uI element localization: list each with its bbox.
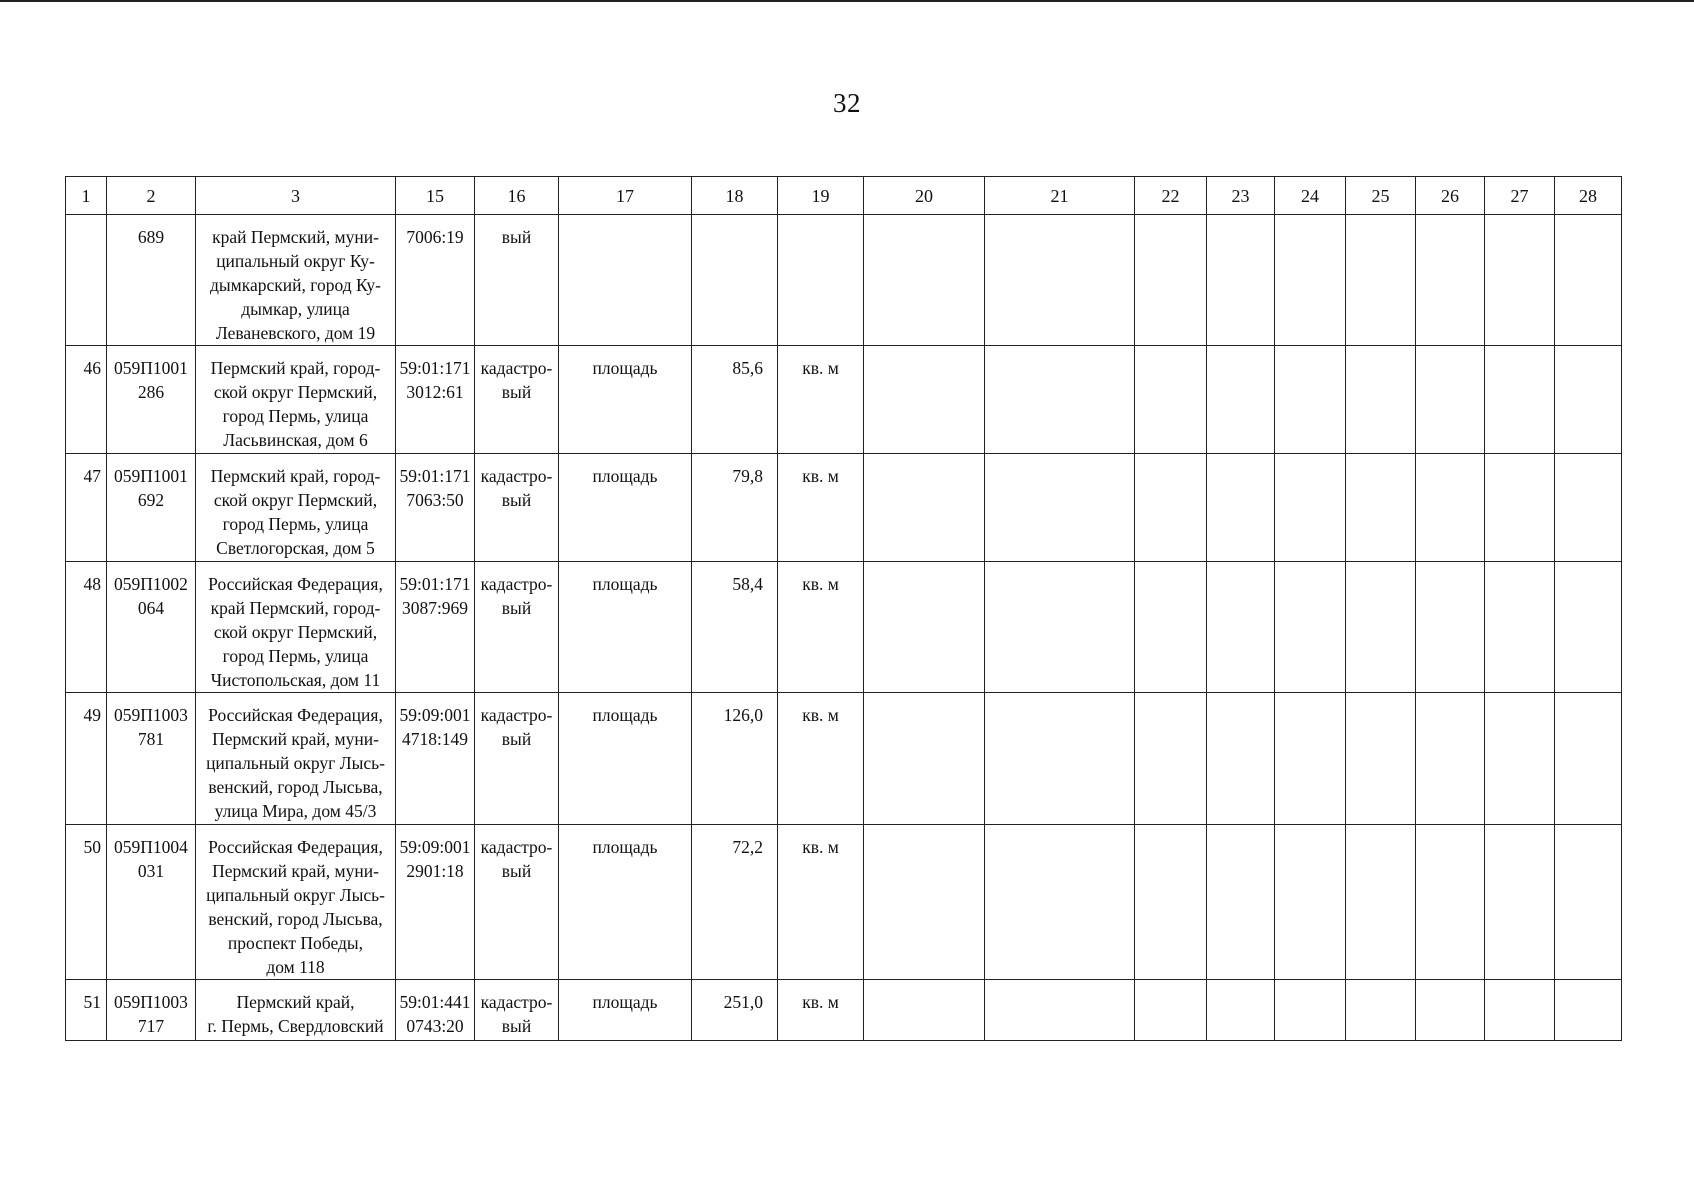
empty-cell bbox=[1555, 825, 1622, 980]
parameter-text: площадь bbox=[592, 705, 658, 725]
number-type-line: кадастро- bbox=[480, 705, 553, 725]
cadastral-line: 4718:149 bbox=[401, 729, 469, 749]
address-line: Пермский край, муни- bbox=[212, 861, 379, 881]
object-code-line: 059П1002 bbox=[114, 574, 188, 594]
address-line: Ласьвинская, дом 6 bbox=[223, 430, 368, 450]
parameter-text: площадь bbox=[592, 837, 658, 857]
value-cell bbox=[692, 562, 778, 693]
address-line: ципальный округ Лысь- bbox=[206, 753, 385, 773]
number-type-line: кадастро- bbox=[480, 574, 553, 594]
cadastral-number-cell bbox=[396, 980, 475, 1041]
number-type-cell bbox=[475, 825, 559, 980]
number-type-line: кадастро- bbox=[480, 466, 553, 486]
unit-text: кв. м bbox=[802, 574, 839, 594]
object-code-line: 286 bbox=[137, 382, 165, 402]
cadastral-number-cell bbox=[396, 454, 475, 562]
parameter-cell bbox=[559, 693, 692, 825]
parameter-text: площадь bbox=[592, 574, 658, 594]
empty-cell bbox=[1135, 562, 1207, 693]
number-type-line: вый bbox=[501, 227, 532, 247]
empty-cell bbox=[1485, 980, 1555, 1041]
address-cell bbox=[196, 454, 396, 562]
column-header: 26 bbox=[1416, 177, 1485, 215]
cadastral-line: 59:09:001 bbox=[399, 837, 471, 857]
empty-cell bbox=[1346, 693, 1416, 825]
number-type-cell bbox=[475, 980, 559, 1041]
address-cell bbox=[196, 980, 396, 1041]
column-header: 1 bbox=[66, 177, 107, 215]
empty-cell bbox=[1555, 346, 1622, 454]
unit-text: кв. м bbox=[802, 837, 839, 857]
column-header: 23 bbox=[1207, 177, 1275, 215]
empty-cell bbox=[1416, 215, 1485, 346]
empty-cell bbox=[1416, 693, 1485, 825]
empty-cell bbox=[1207, 693, 1275, 825]
parameter-text: площадь bbox=[592, 466, 658, 486]
object-code-line: 781 bbox=[137, 729, 165, 749]
table-row bbox=[66, 215, 1622, 346]
address-line: ской округ Пермский, bbox=[213, 382, 378, 402]
object-code-line: 031 bbox=[137, 861, 165, 881]
empty-cell bbox=[1207, 454, 1275, 562]
number-type-cell bbox=[475, 215, 559, 346]
value-cell bbox=[692, 693, 778, 825]
value-text bbox=[692, 215, 777, 225]
empty-cell bbox=[985, 980, 1135, 1041]
empty-cell bbox=[1275, 454, 1346, 562]
unit-cell bbox=[778, 215, 864, 346]
empty-cell bbox=[1275, 562, 1346, 693]
empty-cell bbox=[864, 980, 985, 1041]
empty-cell bbox=[1135, 346, 1207, 454]
cadastral-line: 3012:61 bbox=[406, 382, 464, 402]
address-line: дымкарский, город Ку- bbox=[210, 275, 381, 295]
page-number: 32 bbox=[833, 88, 861, 118]
unit-cell bbox=[778, 562, 864, 693]
number-type-line: кадастро- bbox=[480, 992, 553, 1012]
object-code-cell bbox=[107, 346, 196, 454]
address-line: дом 118 bbox=[266, 957, 325, 977]
value-text: 85,6 bbox=[732, 358, 763, 378]
empty-cell bbox=[1346, 980, 1416, 1041]
cadastral-line: 7063:50 bbox=[406, 490, 464, 510]
empty-cell bbox=[1207, 215, 1275, 346]
column-header: 15 bbox=[396, 177, 475, 215]
empty-cell bbox=[1135, 980, 1207, 1041]
object-code-line: 064 bbox=[137, 598, 165, 618]
row-number-cell bbox=[66, 825, 107, 980]
object-code-line: 059П1001 bbox=[114, 466, 188, 486]
unit-cell bbox=[778, 693, 864, 825]
address-line: край Пермский, город- bbox=[210, 598, 381, 618]
address-line: ципальный округ Лысь- bbox=[206, 885, 385, 905]
value-text: 58,4 bbox=[732, 574, 763, 594]
value-cell bbox=[692, 454, 778, 562]
parameter-cell bbox=[559, 825, 692, 980]
empty-cell bbox=[864, 346, 985, 454]
address-line: венский, город Лысьва, bbox=[208, 909, 383, 929]
object-code-cell bbox=[107, 215, 196, 346]
row-number: 50 bbox=[83, 837, 101, 857]
empty-cell bbox=[1275, 215, 1346, 346]
column-header: 3 bbox=[196, 177, 396, 215]
empty-cell bbox=[1275, 693, 1346, 825]
empty-cell bbox=[1346, 825, 1416, 980]
address-line: Пермский край, город- bbox=[210, 358, 381, 378]
cadastral-number-cell bbox=[396, 825, 475, 980]
number-type-line: вый bbox=[501, 382, 532, 402]
empty-cell bbox=[864, 215, 985, 346]
unit-cell bbox=[778, 980, 864, 1041]
object-code-line: 692 bbox=[137, 490, 165, 510]
address-line: город Пермь, улица bbox=[222, 514, 369, 534]
empty-cell bbox=[1207, 980, 1275, 1041]
number-type-cell bbox=[475, 693, 559, 825]
number-type-line: вый bbox=[501, 598, 532, 618]
page-top-edge bbox=[0, 0, 1694, 2]
empty-cell bbox=[1555, 454, 1622, 562]
empty-cell bbox=[1275, 825, 1346, 980]
empty-cell bbox=[1346, 346, 1416, 454]
empty-cell bbox=[1207, 562, 1275, 693]
value-cell bbox=[692, 980, 778, 1041]
empty-cell bbox=[1135, 693, 1207, 825]
value-cell bbox=[692, 215, 778, 346]
value-text: 251,0 bbox=[723, 992, 763, 1012]
address-line: ципальный округ Ку- bbox=[216, 251, 375, 271]
address-line: Светлогорская, дом 5 bbox=[216, 538, 375, 558]
unit-text: кв. м bbox=[802, 466, 839, 486]
empty-cell bbox=[1555, 562, 1622, 693]
empty-cell bbox=[985, 562, 1135, 693]
cadastral-line: 3087:969 bbox=[401, 598, 469, 618]
object-code-line: 059П1004 bbox=[114, 837, 188, 857]
cadastral-number-cell bbox=[396, 215, 475, 346]
row-number-cell bbox=[66, 562, 107, 693]
empty-cell bbox=[1416, 454, 1485, 562]
unit-text: кв. м bbox=[802, 992, 839, 1012]
object-code-cell bbox=[107, 825, 196, 980]
row-number-cell bbox=[66, 693, 107, 825]
empty-cell bbox=[864, 454, 985, 562]
table-row bbox=[66, 693, 1622, 825]
cadastral-line: 7006:19 bbox=[406, 227, 464, 247]
column-header: 16 bbox=[475, 177, 559, 215]
parameter-cell bbox=[559, 346, 692, 454]
cadastral-line: 59:01:171 bbox=[399, 358, 471, 378]
value-text: 79,8 bbox=[732, 466, 763, 486]
empty-cell bbox=[1555, 693, 1622, 825]
table-row bbox=[66, 454, 1622, 562]
address-cell bbox=[196, 825, 396, 980]
address-line: венский, город Лысьва, bbox=[208, 777, 383, 797]
empty-cell bbox=[1485, 454, 1555, 562]
address-line: проспект Победы, bbox=[227, 933, 364, 953]
address-line: улица Мира, дом 45/3 bbox=[214, 801, 377, 821]
registry-table bbox=[65, 176, 1622, 1041]
column-header: 24 bbox=[1275, 177, 1346, 215]
row-number bbox=[66, 215, 106, 225]
object-code-line: 059П1003 bbox=[114, 992, 188, 1012]
parameter-cell bbox=[559, 454, 692, 562]
empty-cell bbox=[1485, 825, 1555, 980]
column-header: 20 bbox=[864, 177, 985, 215]
cadastral-number-cell bbox=[396, 346, 475, 454]
address-line: Чистопольская, дом 11 bbox=[210, 670, 381, 690]
object-code-line: 689 bbox=[137, 227, 165, 247]
address-line: город Пермь, улица bbox=[222, 646, 369, 666]
column-header: 18 bbox=[692, 177, 778, 215]
empty-cell bbox=[864, 562, 985, 693]
value-text: 72,2 bbox=[732, 837, 763, 857]
cadastral-line: 59:01:441 bbox=[399, 992, 471, 1012]
unit-text: кв. м bbox=[802, 705, 839, 725]
address-line: Леваневского, дом 19 bbox=[215, 323, 376, 343]
empty-cell bbox=[1555, 215, 1622, 346]
address-line: дымкар, улица bbox=[241, 299, 350, 319]
empty-cell bbox=[1346, 454, 1416, 562]
address-line: г. Пермь, Свердловский bbox=[207, 1016, 384, 1036]
number-type-cell bbox=[475, 346, 559, 454]
unit-cell bbox=[778, 346, 864, 454]
address-cell bbox=[196, 693, 396, 825]
number-type-cell bbox=[475, 454, 559, 562]
column-header: 19 bbox=[778, 177, 864, 215]
unit-text: кв. м bbox=[802, 358, 839, 378]
empty-cell bbox=[1207, 346, 1275, 454]
row-number: 49 bbox=[83, 705, 101, 725]
row-number-cell bbox=[66, 980, 107, 1041]
empty-cell bbox=[864, 825, 985, 980]
row-number: 51 bbox=[83, 992, 101, 1012]
empty-cell bbox=[1485, 693, 1555, 825]
empty-cell bbox=[1485, 346, 1555, 454]
column-header: 21 bbox=[985, 177, 1135, 215]
column-header: 27 bbox=[1485, 177, 1555, 215]
empty-cell bbox=[1135, 825, 1207, 980]
parameter-cell bbox=[559, 215, 692, 346]
cadastral-line: 59:01:171 bbox=[399, 466, 471, 486]
address-line: Российская Федерация, bbox=[208, 837, 383, 857]
cadastral-line: 59:09:001 bbox=[399, 705, 471, 725]
empty-cell bbox=[985, 215, 1135, 346]
address-line: край Пермский, муни- bbox=[212, 227, 379, 247]
empty-cell bbox=[1346, 562, 1416, 693]
empty-cell bbox=[1275, 980, 1346, 1041]
number-type-line: вый bbox=[501, 729, 532, 749]
address-cell bbox=[196, 562, 396, 693]
empty-cell bbox=[985, 693, 1135, 825]
empty-cell bbox=[985, 825, 1135, 980]
empty-cell bbox=[1485, 562, 1555, 693]
empty-cell bbox=[1416, 562, 1485, 693]
parameter-text: площадь bbox=[592, 358, 658, 378]
address-line: город Пермь, улица bbox=[222, 406, 369, 426]
column-header: 28 bbox=[1555, 177, 1622, 215]
object-code-line: 059П1001 bbox=[114, 358, 188, 378]
unit-cell bbox=[778, 454, 864, 562]
object-code-line: 717 bbox=[137, 1016, 165, 1036]
cadastral-number-cell bbox=[396, 693, 475, 825]
table-row bbox=[66, 825, 1622, 980]
empty-cell bbox=[1207, 825, 1275, 980]
empty-cell bbox=[1485, 215, 1555, 346]
number-type-line: вый bbox=[501, 1016, 532, 1036]
address-line: Пермский край, муни- bbox=[212, 729, 379, 749]
row-number: 46 bbox=[83, 358, 101, 378]
address-cell bbox=[196, 346, 396, 454]
parameter-text: площадь bbox=[592, 992, 658, 1012]
row-number: 47 bbox=[83, 466, 101, 486]
table-row bbox=[66, 346, 1622, 454]
object-code-line: 059П1003 bbox=[114, 705, 188, 725]
address-line: Пермский край, bbox=[236, 992, 355, 1012]
number-type-line: вый bbox=[501, 490, 532, 510]
value-text: 126,0 bbox=[723, 705, 763, 725]
empty-cell bbox=[1135, 454, 1207, 562]
row-number-cell bbox=[66, 454, 107, 562]
cadastral-number-cell bbox=[396, 562, 475, 693]
empty-cell bbox=[1416, 980, 1485, 1041]
address-line: Российская Федерация, bbox=[208, 705, 383, 725]
parameter-text bbox=[559, 215, 691, 225]
address-line: ской округ Пермский, bbox=[213, 490, 378, 510]
parameter-cell bbox=[559, 980, 692, 1041]
object-code-cell bbox=[107, 693, 196, 825]
value-cell bbox=[692, 346, 778, 454]
table-row bbox=[66, 980, 1622, 1041]
column-header: 22 bbox=[1135, 177, 1207, 215]
value-cell bbox=[692, 825, 778, 980]
address-cell bbox=[196, 215, 396, 346]
address-line: Пермский край, город- bbox=[210, 466, 381, 486]
number-type-line: кадастро- bbox=[480, 837, 553, 857]
empty-cell bbox=[1555, 980, 1622, 1041]
object-code-cell bbox=[107, 454, 196, 562]
number-type-line: кадастро- bbox=[480, 358, 553, 378]
empty-cell bbox=[864, 693, 985, 825]
number-type-line: вый bbox=[501, 861, 532, 881]
column-number-row bbox=[66, 177, 1622, 215]
row-number-cell bbox=[66, 215, 107, 346]
object-code-cell bbox=[107, 980, 196, 1041]
unit-text bbox=[778, 215, 863, 225]
row-number: 48 bbox=[83, 574, 101, 594]
cadastral-line: 59:01:171 bbox=[399, 574, 471, 594]
unit-cell bbox=[778, 825, 864, 980]
empty-cell bbox=[1416, 825, 1485, 980]
parameter-cell bbox=[559, 562, 692, 693]
object-code-cell bbox=[107, 562, 196, 693]
address-line: Российская Федерация, bbox=[208, 574, 383, 594]
empty-cell bbox=[1275, 346, 1346, 454]
cadastral-line: 2901:18 bbox=[406, 861, 464, 881]
empty-cell bbox=[1135, 215, 1207, 346]
empty-cell bbox=[985, 454, 1135, 562]
cadastral-line: 0743:20 bbox=[406, 1016, 464, 1036]
row-number-cell bbox=[66, 346, 107, 454]
column-header: 17 bbox=[559, 177, 692, 215]
column-header: 25 bbox=[1346, 177, 1416, 215]
column-header: 2 bbox=[107, 177, 196, 215]
empty-cell bbox=[1416, 346, 1485, 454]
empty-cell bbox=[985, 346, 1135, 454]
address-line: ской округ Пермский, bbox=[213, 622, 378, 642]
number-type-cell bbox=[475, 562, 559, 693]
table-row bbox=[66, 562, 1622, 693]
empty-cell bbox=[1346, 215, 1416, 346]
